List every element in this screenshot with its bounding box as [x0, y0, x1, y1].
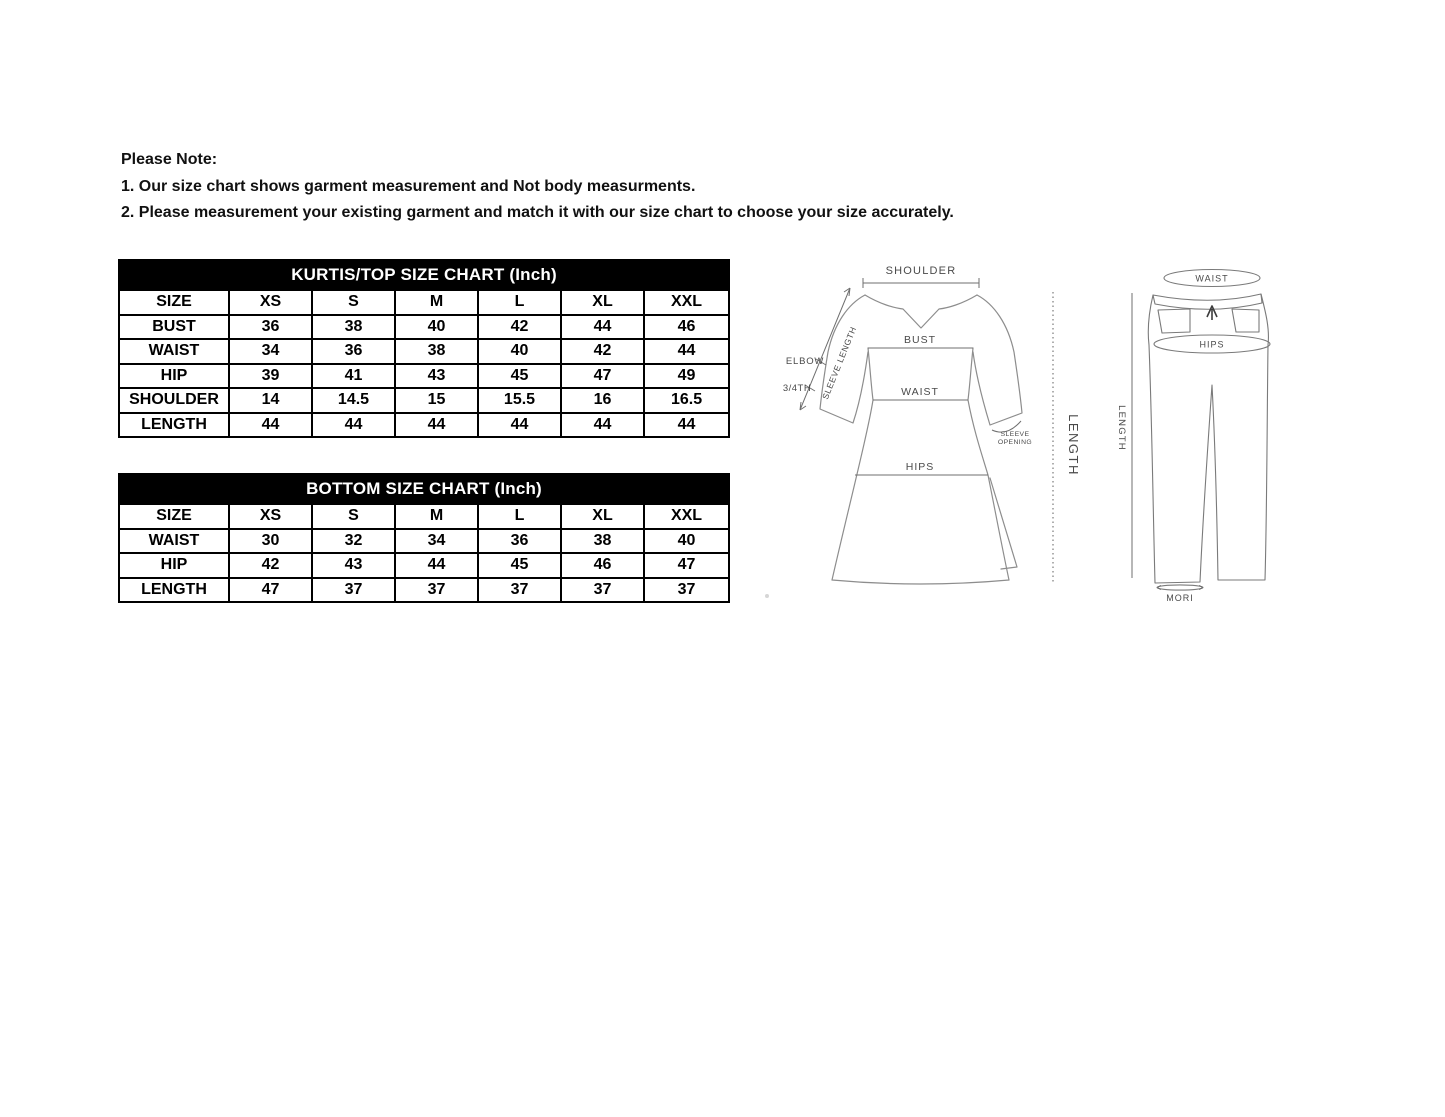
cell: 14 — [229, 388, 312, 413]
cell: 40 — [478, 339, 561, 364]
cell: 47 — [561, 364, 644, 389]
table-title: BOTTOM SIZE CHART (Inch) — [119, 474, 729, 504]
cell: 47 — [644, 553, 729, 578]
row-label: SHOULDER — [119, 388, 229, 413]
header-cell: XS — [229, 504, 312, 529]
cell: 32 — [312, 529, 395, 554]
pants-left-pocket — [1158, 309, 1190, 333]
mori-label: MORI — [1166, 593, 1194, 603]
table-header-row — [119, 504, 729, 529]
cell: 43 — [312, 553, 395, 578]
cell: 42 — [229, 553, 312, 578]
row-label: LENGTH — [119, 413, 229, 438]
row-label: WAIST — [119, 529, 229, 554]
header-cell: SIZE — [119, 290, 229, 315]
cell: 30 — [229, 529, 312, 554]
cell: 37 — [395, 578, 478, 603]
cell: 46 — [561, 553, 644, 578]
table-title-row — [119, 474, 729, 504]
cell: 16 — [561, 388, 644, 413]
cell: 37 — [478, 578, 561, 603]
note-section — [121, 147, 954, 227]
table-row — [119, 578, 729, 603]
cell: 15 — [395, 388, 478, 413]
row-label: LENGTH — [119, 578, 229, 603]
shoulder-measure-line — [863, 278, 979, 288]
header-cell: XL — [561, 504, 644, 529]
note-line-2: 2. Please measurement your existing garment and match it with our size chart to choose your size accurately. — [121, 204, 954, 221]
header-cell: SIZE — [119, 504, 229, 529]
header-cell: S — [312, 504, 395, 529]
cell: 34 — [229, 339, 312, 364]
table-row — [119, 529, 729, 554]
cell: 37 — [312, 578, 395, 603]
row-label: BUST — [119, 315, 229, 340]
kurti-length-label: LENGTH — [1066, 414, 1081, 476]
pants-length-label: LENGTH — [1116, 405, 1127, 451]
stray-mark — [765, 594, 769, 598]
sleeve-opening-label-line2: OPENING — [997, 439, 1033, 446]
cell: 45 — [478, 553, 561, 578]
cell: 49 — [644, 364, 729, 389]
bottom-size-table — [118, 473, 730, 603]
pants-hips-label: HIPS — [1199, 339, 1225, 350]
table-title-row — [119, 260, 729, 290]
header-cell: M — [395, 504, 478, 529]
note-title: Please Note: — [121, 151, 218, 168]
header-cell: S — [312, 290, 395, 315]
kurti-shoulder-label: SHOULDER — [885, 265, 957, 277]
table-title: KURTIS/TOP SIZE CHART (Inch) — [119, 260, 729, 290]
row-label: WAIST — [119, 339, 229, 364]
row-label: HIP — [119, 553, 229, 578]
kurti-hips-label: HIPS — [905, 461, 935, 473]
kurtis-top-size-table — [118, 259, 730, 438]
cell: 40 — [644, 529, 729, 554]
table-row — [119, 413, 729, 438]
cell: 38 — [312, 315, 395, 340]
kurti-bust-label: BUST — [903, 334, 937, 346]
cell: 44 — [644, 339, 729, 364]
cell: 38 — [395, 339, 478, 364]
cell: 47 — [229, 578, 312, 603]
cell: 45 — [478, 364, 561, 389]
note-line-1: 1. Our size chart shows garment measurement and Not body measurments. — [121, 177, 696, 195]
cell: 16.5 — [644, 388, 729, 413]
kurti-diagram — [768, 252, 1098, 592]
cell: 15.5 — [478, 388, 561, 413]
header-cell: M — [395, 290, 478, 315]
header-cell: XL — [561, 290, 644, 315]
pants-waistband — [1153, 294, 1262, 309]
pants-right-pocket — [1232, 309, 1259, 332]
row-label: HIP — [119, 364, 229, 389]
cell: 37 — [644, 578, 729, 603]
cell: 36 — [478, 529, 561, 554]
cell: 39 — [229, 364, 312, 389]
three-fourth-label: 3/4TH — [782, 383, 812, 394]
table-row — [119, 339, 729, 364]
sleeve-length-label: SLEEVE LENGTH — [820, 324, 859, 401]
table-row — [119, 315, 729, 340]
table-row — [119, 553, 729, 578]
cell: 34 — [395, 529, 478, 554]
kurti-waist-label: WAIST — [901, 386, 939, 398]
cell: 36 — [312, 339, 395, 364]
kurti-right-sleeve — [973, 295, 1022, 425]
table-header-row — [119, 290, 729, 315]
pants-diagram — [1095, 252, 1445, 612]
cell: 44 — [395, 413, 478, 438]
cell: 36 — [229, 315, 312, 340]
table-row — [119, 388, 729, 413]
cell: 42 — [561, 339, 644, 364]
cell: 44 — [561, 315, 644, 340]
cell: 42 — [478, 315, 561, 340]
pants-waist-label: WAIST — [1195, 273, 1229, 284]
cell: 37 — [561, 578, 644, 603]
fly-arrow-icon — [1207, 306, 1217, 320]
cell: 38 — [561, 529, 644, 554]
cell: 44 — [644, 413, 729, 438]
cell: 14.5 — [312, 388, 395, 413]
cell: 40 — [395, 315, 478, 340]
cell: 43 — [395, 364, 478, 389]
cell: 44 — [395, 553, 478, 578]
elbow-label: ELBOW — [785, 356, 825, 367]
cell: 46 — [644, 315, 729, 340]
header-cell: XXL — [644, 504, 729, 529]
table-row — [119, 364, 729, 389]
cell: 44 — [561, 413, 644, 438]
cell: 44 — [478, 413, 561, 438]
cell: 41 — [312, 364, 395, 389]
header-cell: L — [478, 504, 561, 529]
sleeve-opening-label-line1: SLEEVE — [1000, 431, 1030, 438]
header-cell: XXL — [644, 290, 729, 315]
header-cell: L — [478, 290, 561, 315]
mori-ellipse — [1157, 585, 1203, 590]
cell: 44 — [229, 413, 312, 438]
cell: 44 — [312, 413, 395, 438]
header-cell: XS — [229, 290, 312, 315]
